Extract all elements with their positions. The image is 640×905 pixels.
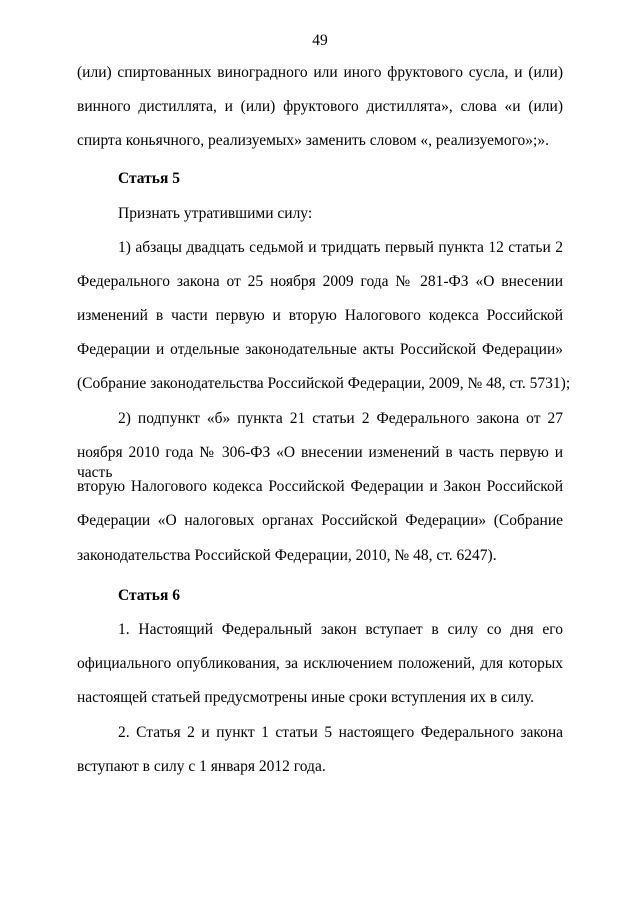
- text-line: спирта коньячного, реализуемых» заменить словом «, реализуемого»;».: [77, 132, 549, 149]
- text-line: (Собрание законодательства Российской Федерации, 2009, № 48, ст. 5731);: [77, 375, 571, 392]
- text-line: официального опубликования, за исключением положений, для которых: [77, 655, 563, 672]
- text-line: вступают в силу с 1 января 2012 года.: [77, 758, 326, 775]
- article-5-heading: Статья 5: [118, 170, 180, 187]
- text-line: вторую Налогового кодекса Российской Федерации и Закон Российской: [77, 478, 563, 495]
- text-line: Федерации и отдельные законодательные акты Российской Федерации»: [77, 341, 563, 358]
- text-line: настоящей статьей предусмотрены иные сроки вступления их в силу.: [77, 689, 535, 706]
- page-number: 49: [312, 32, 328, 49]
- text-line: (или) спиртованных виноградного или иного фруктового сусла, и (или): [77, 64, 563, 81]
- text-line: Федерального закона от 25 ноября 2009 года № 281-ФЗ «О внесении: [77, 273, 563, 290]
- article-6-heading: Статья 6: [118, 587, 180, 604]
- text-line: 2) подпункт «б» пункта 21 статьи 2 Федерального закона от 27: [118, 410, 563, 427]
- text-line: 1. Настоящий Федеральный закон вступает в силу со дня его: [118, 621, 563, 638]
- text-line: ноября 2010 года № 306-ФЗ «О внесении изменений в часть первую и часть: [77, 444, 563, 481]
- text-line: Признать утратившими силу:: [118, 205, 313, 222]
- text-line: Федерации «О налоговых органах Российской Федерации» (Собрание: [77, 512, 563, 529]
- text-line: законодательства Российской Федерации, 2010, № 48, ст. 6247).: [77, 547, 497, 564]
- text-line: винного дистиллята, и (или) фруктового дистиллята», слова «и (или): [77, 98, 563, 115]
- text-line: 1) абзацы двадцать седьмой и тридцать первый пункта 12 статьи 2: [118, 239, 563, 256]
- text-line: изменений в части первую и вторую Налогового кодекса Российской: [77, 307, 563, 324]
- text-line: 2. Статья 2 и пункт 1 статьи 5 настоящего Федерального закона: [118, 724, 563, 741]
